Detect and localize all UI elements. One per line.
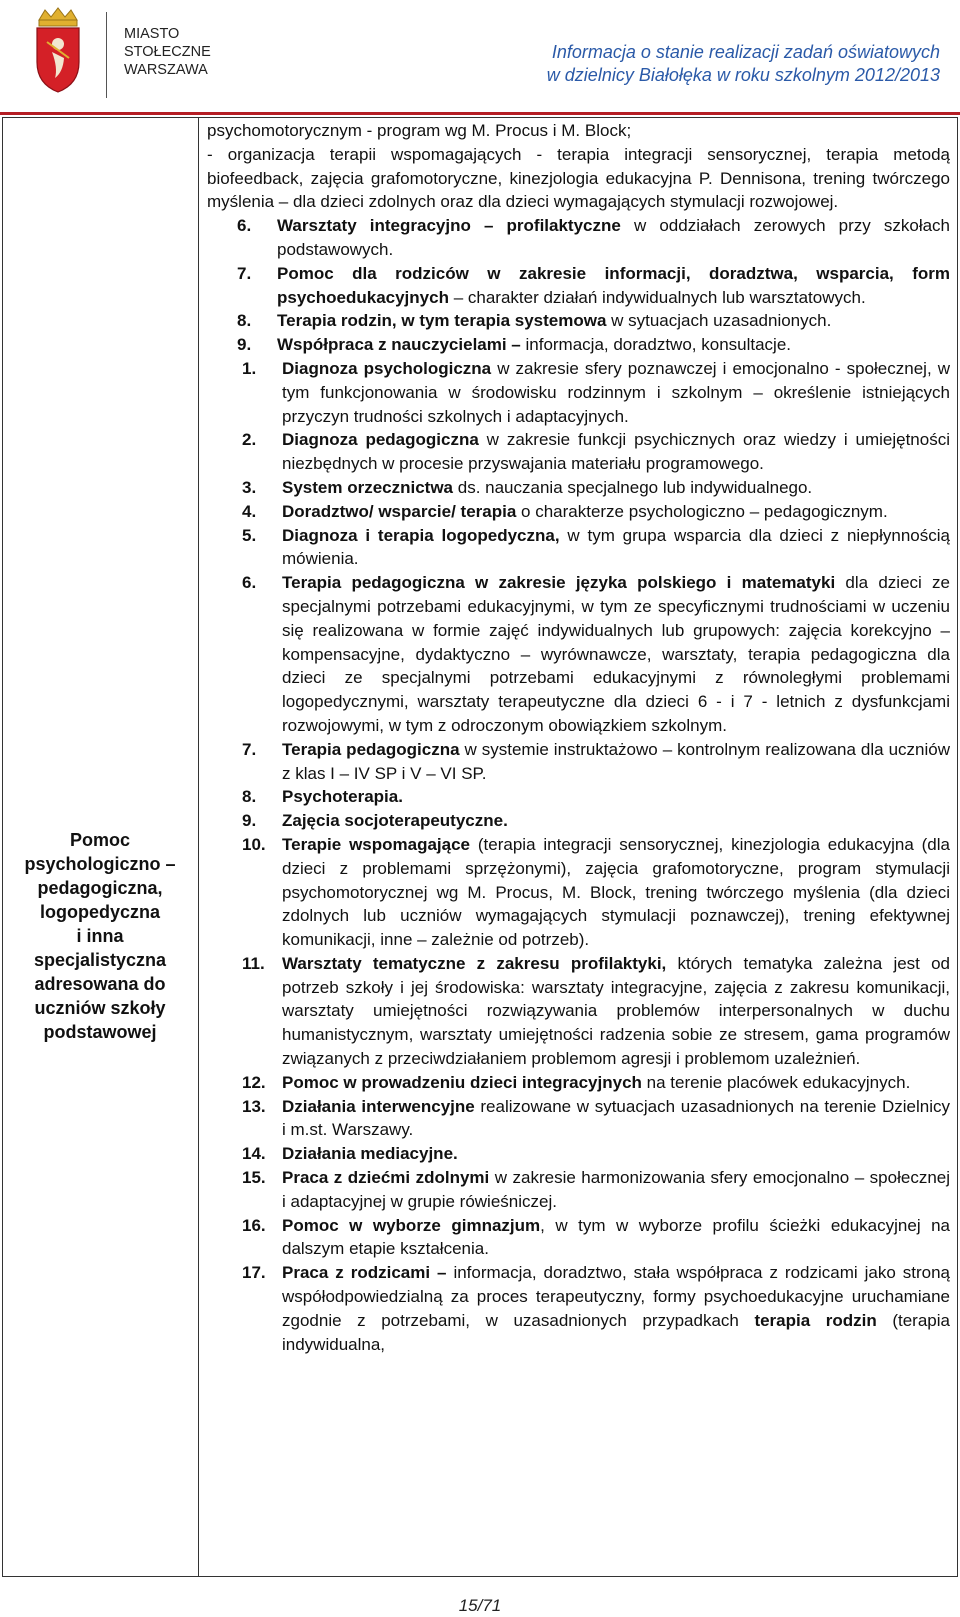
list-item-number: 9. (237, 335, 252, 355)
row-heading-line: uczniów szkoły (34, 998, 166, 1018)
list-item-number: 8. (237, 311, 252, 331)
list-item-number: 7. (242, 739, 257, 759)
list-item-heading: Zajęcia socjoterapeutyczne. (282, 811, 508, 831)
services-list (207, 357, 950, 1356)
list-item-heading: Działania mediacyjne. (282, 1144, 458, 1164)
list-item-heading: Warsztaty integracyjno – profilaktyczne (277, 216, 621, 236)
list-item-number: 16. (242, 1215, 266, 1235)
list-item-text: informacja, doradztwo, stała współpraca z rodzicami jako stroną współodpowiedzialną za proces terapeutyczny, formy psychoedukacyjne uruchamiane zgodnie z potrzebami, w uzasadnionych przypadkach (282, 1263, 950, 1330)
list-item-heading: Praca z rodzicami – (282, 1263, 447, 1283)
list-item-heading: Diagnoza psychologiczna (282, 358, 492, 378)
list-item-number: 9. (242, 811, 257, 831)
list-item-text: w zakresie harmonizowania sfery emocjonalno – społecznej i adaptacyjnej w grupie rówieśniczej. (282, 1168, 951, 1211)
list-item-heading: Pomoc w prowadzeniu dzieci integracyjnych (282, 1072, 642, 1092)
intro-paragraph: psychomotorycznym - program wg M. Procus i M. Block; (207, 121, 632, 140)
list-item (207, 309, 950, 333)
list-item-number: 13. (242, 1096, 266, 1116)
list-item-text: na terenie placówek edukacyjnych. (641, 1072, 911, 1092)
list-item-text: o charakterze psychologiczno – pedagogicznym. (516, 501, 888, 521)
row-heading-line: Pomoc (69, 830, 130, 850)
page-number: 15/71 (458, 1596, 502, 1615)
list-item (207, 738, 950, 786)
list-item-heading: Doradztwo/ wsparcie/ terapia (282, 501, 517, 521)
row-heading-line: podstawowej (43, 1022, 157, 1042)
list-item (207, 1071, 950, 1095)
logo-line-2: STOŁECZNE (124, 44, 211, 60)
list-item-text: w zakresie sfery poznawczej i emocjonalno - społecznej, w tym funkcjonowania w środowisku rodzinnym i szkolnym – określenie istniejących przyczyn trudności szkolnych i adaptacyjnych. (282, 358, 950, 426)
row-heading-line: i inna (76, 926, 124, 946)
list-item (207, 1261, 950, 1356)
list-item (207, 357, 950, 428)
list-item-heading: Diagnoza pedagogiczna (282, 430, 479, 450)
list-item (207, 1214, 950, 1262)
list-continued (207, 214, 950, 357)
row-heading-line: pedagogiczna, (37, 878, 163, 898)
list-item-heading: Pomoc dla rodziców w zakresie informacji, doradztwa, wsparcia, form psychoedukacyjnych (277, 263, 950, 307)
list-item-number: 5. (242, 525, 257, 545)
list-item (207, 1095, 950, 1143)
list-item-text: – charakter działań indywidualnych lub warsztatowych. (448, 287, 866, 307)
list-item (207, 214, 950, 262)
list-item (207, 833, 950, 952)
list-item (207, 428, 950, 476)
list-item-number: 15. (242, 1168, 266, 1188)
list-item-text: których tematyka zależna jest od potrzeb szkoły i jej środowiska: warsztaty integracyjne, zajęcia z zakresu komunikacji, warsztaty umiejętności rozwiązywania problemów interpersonalnych w duchu humanistycznym, warsztaty umiejętności radzenia sobie ze stresem, gama programów związanych z przeciwdziałaniem problemom agresji i problemom uzależnień. (282, 953, 950, 1069)
row-heading-cell (4, 828, 196, 1044)
list-item-text: w systemie instruktażowo – kontrolnym realizowana dla uczniów z klas I – IV SP i V – VI SP. (282, 739, 951, 783)
list-item-text: w tym grupa wsparcia dla dzieci z niepłynnością mówienia. (282, 525, 950, 569)
document-title-line-1: Informacja o stanie realizacji zadań oświatowych (551, 42, 940, 62)
list-item-number: 14. (242, 1144, 266, 1164)
logo-line-3: WARSZAWA (124, 62, 208, 78)
header-divider (106, 12, 107, 98)
list-item-number: 7. (237, 263, 252, 283)
page-header (0, 0, 960, 110)
list-item-number: 12. (242, 1072, 266, 1092)
list-item (207, 262, 950, 310)
table-column-divider (198, 117, 199, 1577)
list-item-number: 3. (242, 477, 257, 497)
document-title-line-2: w dzielnicy Białołęka w roku szkolnym 2012/2013 (546, 65, 940, 85)
document-title (547, 41, 940, 87)
list-item-text: realizowane w sytuacjach uzasadnionych na terenie Dzielnicy i m.st. Warszawy. (282, 1096, 950, 1140)
list-item-number: 10. (242, 834, 266, 854)
list-item (207, 952, 950, 1071)
list-item-heading: Warsztaty tematyczne z zakresu profilaktyki, (282, 953, 667, 973)
list-item-heading: Terapia pedagogiczna w zakresie języka polskiego i matematyki (282, 573, 836, 593)
list-item-text: , w tym w wyborze profilu ścieżki edukacyjnej na dalszym etapie kształcenia. (282, 1215, 950, 1259)
list-item-heading: Terapie wspomagające (282, 834, 471, 854)
list-item-number: 17. (242, 1263, 266, 1283)
list-item (207, 1142, 950, 1166)
list-item-text: w oddziałach zerowych przy szkołach podstawowych. (277, 216, 950, 259)
list-item-text: w sytuacjach uzasadnionych. (606, 311, 832, 331)
logo-line-1: MIASTO (124, 26, 180, 42)
content-cell (207, 119, 950, 1356)
list-item-heading: Działania interwencyjne (282, 1096, 475, 1116)
logo-text (124, 25, 211, 79)
list-item (207, 524, 950, 572)
list-item-heading: Współpraca z nauczycielami – (277, 335, 521, 355)
warsaw-crest-icon (33, 6, 83, 94)
list-item-heading-2: terapia rodzin (754, 1310, 877, 1330)
list-item-heading: Terapia rodzin, w tym terapia systemowa (277, 311, 607, 331)
header-rule (0, 112, 960, 115)
list-item (207, 809, 950, 833)
list-item-heading: Pomoc w wyborze gimnazjum (282, 1215, 541, 1235)
list-item-heading: System orzecznictwa (282, 477, 454, 497)
list-item-number: 4. (242, 501, 257, 521)
list-item-number: 1. (242, 358, 257, 378)
list-item-text: ds. nauczania specjalnego lub indywidualnego. (453, 477, 813, 497)
row-heading-line: specjalistyczna (33, 950, 167, 970)
list-item-text: dla dzieci ze specjalnymi potrzebami edukacyjnymi, w tym ze specyficznymi trudnościami w uczeniu się realizowana w formie zajęć indywidualnych lub grupowych: zajęcia korekcyjno – kompensacyjne, dydaktyczno – wyrównawcze, warsztaty, terapia pedagogiczna dla dzieci ze specjalnymi potrzebami edukacyjnymi z równoległymi problemami logopedycznymi, warsztaty terapeutyczne dla dzieci 6 - i 7 - letnich z dysfunkcjami rozwojowymi, w tym z odroczonym obowiązkiem szkolnym. (282, 573, 950, 735)
list-item-text: w zakresie funkcji psychicznych oraz wiedzy i umiejętności niezbędnych w procesie przyswajania materiału programowego. (282, 430, 950, 474)
list-item-heading: Terapia pedagogiczna (282, 739, 460, 759)
list-item-heading: Praca z dziećmi zdolnymi (282, 1168, 490, 1188)
list-item (207, 1166, 950, 1214)
row-heading-line: psychologiczno – (24, 854, 176, 874)
row-heading-line: logopedyczna (39, 902, 160, 922)
list-item-text-2: (terapia indywidualna, (282, 1310, 950, 1354)
list-item (207, 333, 950, 357)
list-item-number: 2. (242, 430, 257, 450)
list-item-number: 8. (242, 787, 257, 807)
list-item-heading: Diagnoza i terapia logopedyczna, (282, 525, 560, 545)
row-heading-line: adresowana do (34, 974, 166, 994)
list-item-heading: Psychoterapia. (282, 787, 403, 807)
list-item-number: 11. (242, 953, 265, 973)
list-item-text: (terapia integracji sensorycznej, kinezjologia edukacyjna (dla dzieci z problemami sprzężonymi), zajęcia grafomotoryczne, program stymulacji psychomotorycznej wg M. Procus, M. Block, trening twórczego myślenia (dla dzieci zdolnych lub uczniów wymagających stymulacji poznawczej), trening efektywnej komunikacji, inne – zależnie od potrzeb). (282, 834, 950, 950)
list-item (207, 785, 950, 809)
list-item (207, 476, 950, 500)
list-item (207, 571, 950, 738)
list-item-number: 6. (237, 216, 252, 236)
list-item-number: 6. (242, 573, 257, 593)
list-item (207, 500, 950, 524)
list-item-text: informacja, doradztwo, konsultacje. (520, 335, 792, 355)
intro-paragraph: - organizacja terapii wspomagających - terapia integracji sensorycznej, terapia metodą biofeedback, zajęcia grafomotoryczne, kinezjologia edukacyjna P. Dennisona, trening twórczego myślenia – dla dzieci zdolnych oraz dla dzieci wymagających stymulacji rozwojowej. (207, 144, 950, 212)
